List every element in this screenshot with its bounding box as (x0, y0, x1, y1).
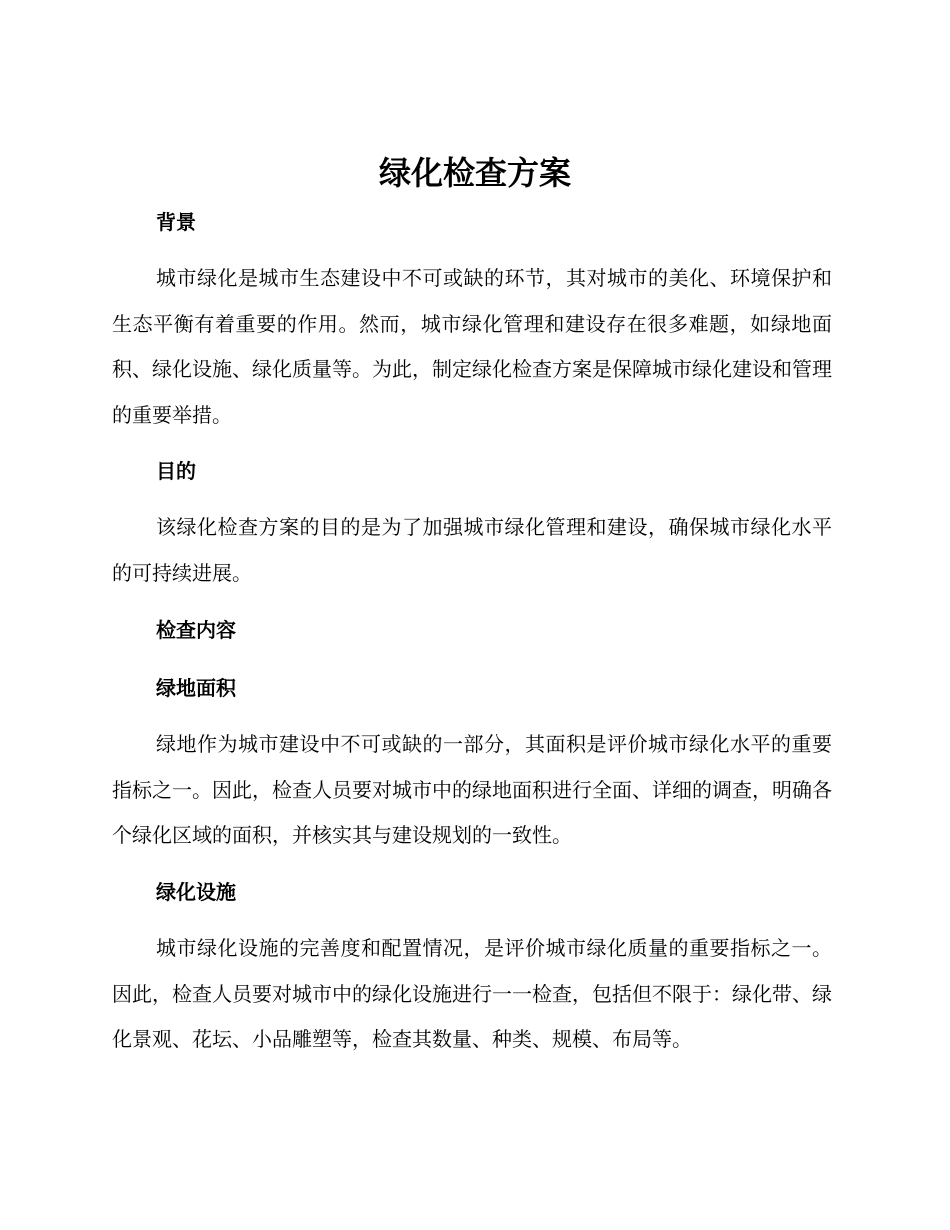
section-heading-green-facilities: 绿化设施 (156, 880, 236, 904)
section-paragraph-green-area: 绿地作为城市建设中不可或缺的一部分，其面积是评价城市绿化水平的重要指标之一。因此，检查人员要对城市中的绿地面积进行全面、详细的调查，明确各个绿化区域的面积，并核实其与建设规划的一致性。 (112, 732, 832, 847)
section-heading-green-area: 绿地面积 (156, 676, 236, 700)
section-heading-purpose: 目的 (156, 459, 196, 483)
section-heading-background: 背景 (156, 210, 196, 234)
section-paragraph-green-facilities: 城市绿化设施的完善度和配置情况，是评价城市绿化质量的重要指标之一。因此，检查人员要对城市中的绿化设施进行一一检查，包括但不限于：绿化带、绿化景观、花坛、小品雕塑等，检查其数量、种类、规模、布局等。 (112, 936, 832, 1051)
section-paragraph-background: 城市绿化是城市生态建设中不可或缺的环节，其对城市的美化、环境保护和生态平衡有着重要的作用。然而，城市绿化管理和建设存在很多难题，如绿地面积、绿化设施、绿化质量等。为此，制定绿化检查方案是保障城市绿化建设和管理的重要举措。 (112, 266, 832, 427)
section-paragraph-purpose: 该绿化检查方案的目的是为了加强城市绿化管理和建设，确保城市绿化水平的可持续进展。 (112, 515, 832, 585)
page-title: 绿化检查方案 (378, 154, 571, 192)
section-heading-inspection-content: 检查内容 (156, 618, 236, 642)
